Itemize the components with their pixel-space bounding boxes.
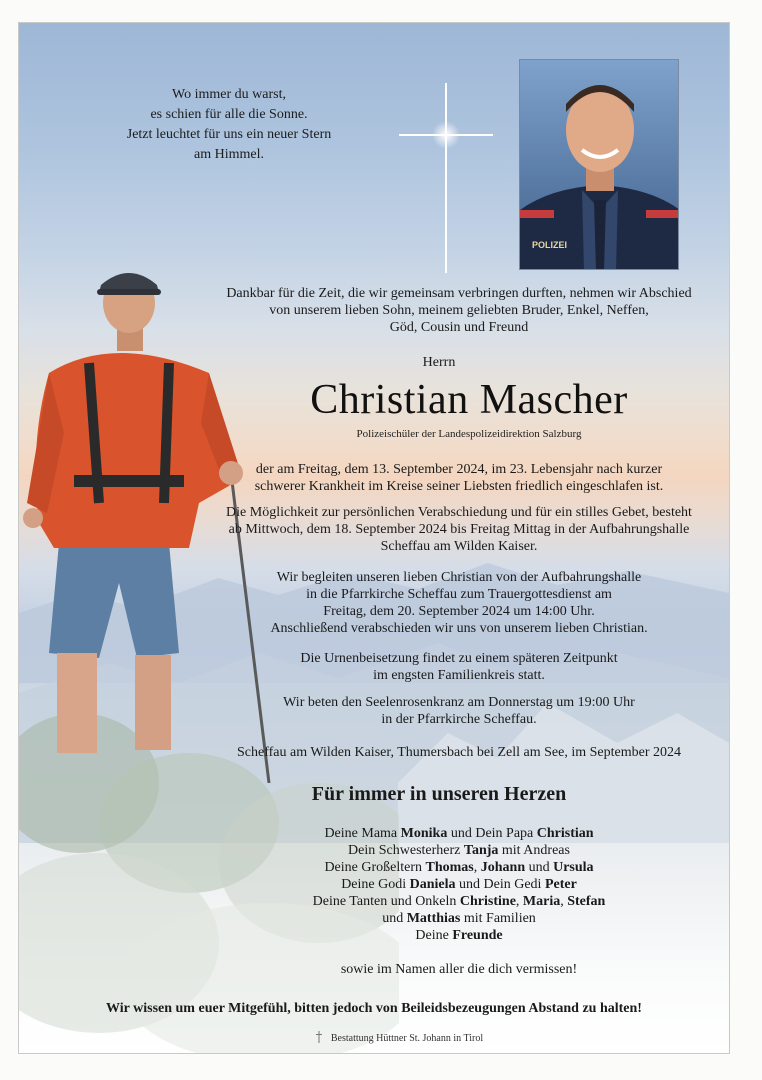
rosary-line: Wir beten den Seelenrosenkranz am Donnerstag um 19:00 Uhr [283, 695, 635, 710]
deceased-name: Christian Mascher [310, 377, 628, 423]
on-behalf-text: sowie im Namen aller die dich vermissen! [340, 962, 578, 977]
service-line: Anschließend verabschieden wir uns von unserem lieben Christian. [270, 621, 648, 636]
family-line: Deine Tanten und Onkeln Christine, Maria, Stefan [312, 894, 606, 909]
farewell-line: Scheffau am Wilden Kaiser. [380, 539, 538, 554]
service-line: Freitag, dem 20. September 2024 um 14:00 Uhr. [323, 604, 595, 619]
obituary-card [18, 22, 730, 1054]
intro-line: Dankbar für die Zeit, die wir gemeinsam verbringen durften, nehmen wir Abschied [226, 286, 692, 301]
poem-line: es schien für alle die Sonne. [150, 107, 308, 122]
urn-burial [249, 650, 669, 684]
family-line: Dein Schwesterherz Tanja mit Andreas [348, 843, 570, 858]
place-and-date [189, 744, 729, 761]
deceased-occupation: Polizeischüler der Landespolizeidirektion Salzburg [356, 428, 582, 440]
farewell-line: Die Möglichkeit zur persönlichen Verabschiedung und für ein stilles Gebet, besteht [226, 505, 692, 520]
place-date-line: Scheffau am Wilden Kaiser, Thumersbach bei Zell am See, im September 2024 [236, 745, 682, 760]
death-notice-line: schwerer Krankheit im Kreise seiner Liebsten friedlich eingeschlafen ist. [254, 479, 664, 494]
poem-line: Jetzt leuchtet für uns ein neuer Stern [126, 127, 332, 142]
urn-line: im engsten Familienkreis statt. [373, 668, 545, 683]
cross-icon [399, 83, 493, 273]
service-line: Wir begleiten unseren lieben Christian von der Aufbahrungshalle [276, 570, 642, 585]
undertaker-name: Bestattung Hüttner St. Johann in Tirol [330, 1033, 484, 1044]
family-line: Deine Godi Daniela und Dein Gedi Peter [341, 877, 577, 892]
urn-line: Die Urnenbeisetzung findet zu einem späteren Zeitpunkt [300, 651, 618, 666]
small-cross-icon [315, 1031, 323, 1043]
death-notice-line: der am Freitag, dem 13. September 2024, im 23. Lebensjahr nach kurzer [255, 462, 663, 477]
closing-request: Wir wissen um euer Mitgefühl, bitten jedoch von Beileidsbezeugungen Abstand zu halten! [106, 1001, 642, 1016]
salutation: Herrn [422, 355, 456, 370]
farewell-info [199, 504, 719, 555]
family-line: Deine Großeltern Thomas, Johann und Ursula [324, 860, 594, 875]
poem-line: am Himmel. [194, 147, 264, 162]
family-line: Deine Freunde [415, 928, 503, 943]
service-line: in die Pfarrkirche Scheffau zum Trauergottesdienst am [306, 587, 612, 602]
memorial-poem [99, 85, 359, 165]
rosary-line: in der Pfarrkirche Scheffau. [381, 712, 537, 727]
undertaker [249, 1031, 549, 1044]
intro-line: von unserem lieben Sohn, meinem geliebten Bruder, Enkel, Neffen, [269, 303, 649, 318]
police-badge: POLIZEI [532, 240, 568, 250]
portrait-photo [519, 59, 679, 270]
on-behalf-line [249, 961, 669, 978]
poem-line: Wo immer du warst, [172, 87, 286, 102]
family-list [249, 825, 669, 944]
death-notice [229, 461, 689, 495]
funeral-service [239, 569, 679, 637]
farewell-line: ab Mittwoch, dem 18. September 2024 bis Freitag Mittag in der Aufbahrungshalle [228, 522, 690, 537]
intro-line: Göd, Cousin und Freund [389, 320, 529, 335]
forever-heading: Für immer in unseren Herzen [311, 783, 567, 805]
family-line: Deine Mama Monika und Dein Papa Christian [324, 826, 594, 841]
rosary-prayer [239, 694, 679, 728]
intro-text [199, 285, 719, 336]
family-line: und Matthias mit Familien [382, 911, 536, 926]
